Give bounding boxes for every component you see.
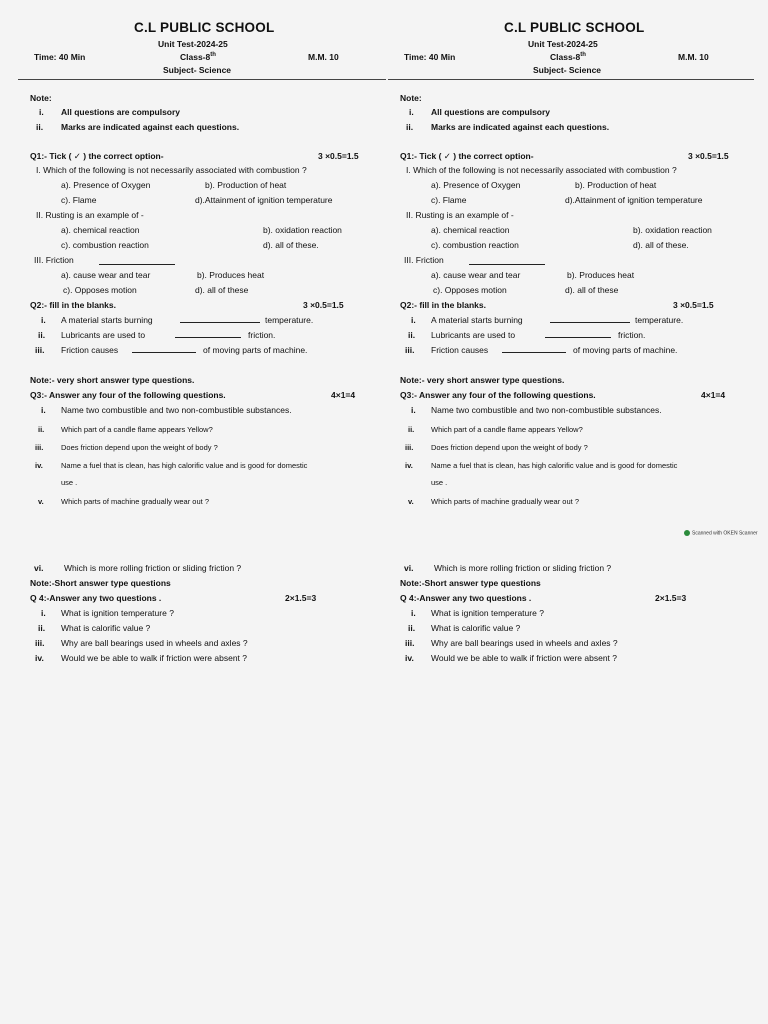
item-num: ii.: [408, 425, 415, 434]
time-label: Time: 40 Min: [404, 52, 456, 62]
subject-label: Subject- Science: [533, 65, 602, 75]
q4-marks: 2×1.5=3: [285, 593, 317, 603]
note-num: i.: [409, 107, 414, 117]
scanner-watermark: [684, 530, 758, 536]
q1-part3: III. Friction: [404, 255, 444, 265]
item-num: v.: [38, 497, 44, 506]
q3-item: Which parts of machine gradually wear out ?: [431, 497, 579, 506]
item-num: iv.: [405, 461, 413, 470]
q3-item: Name two combustible and two non-combustible substances.: [61, 405, 292, 415]
note-title: Note:: [30, 93, 52, 103]
option-c: c). Opposes motion: [433, 285, 507, 295]
q2-item: A material starts burning: [61, 315, 153, 325]
test-title: Unit Test-2024-25: [158, 39, 228, 49]
item-num: i.: [411, 405, 416, 415]
option-b: b). Produces heat: [567, 270, 635, 280]
q4-item: What is ignition temperature ?: [431, 608, 544, 618]
max-marks: M.M. 10: [308, 52, 339, 62]
q3-marks: 4×1=4: [701, 390, 726, 400]
item-num: v.: [408, 497, 414, 506]
item-num: i.: [41, 608, 46, 618]
q2-title: Q2:- fill in the blanks.: [30, 300, 116, 310]
note-num: ii.: [406, 122, 414, 132]
note-num: ii.: [36, 122, 44, 132]
q2-item-end: friction.: [248, 330, 276, 340]
q4-note: Note:-Short answer type questions: [30, 578, 171, 588]
q3-title: Q3:- Answer any four of the following questions.: [30, 390, 226, 400]
item-num: i.: [41, 315, 46, 325]
option-a: a). cause wear and tear: [431, 270, 521, 280]
option-a: a). Presence of Oxygen: [431, 180, 521, 190]
q3-item: Does friction depend upon the weight of body ?: [431, 443, 588, 452]
option-d: d).Attainment of ignition temperature: [565, 195, 703, 205]
option-d: d).Attainment of ignition temperature: [195, 195, 333, 205]
option-a: a). cause wear and tear: [61, 270, 151, 280]
item-num: ii.: [38, 330, 46, 340]
option-b: b). Production of heat: [575, 180, 657, 190]
option-d: d). all of these: [195, 285, 249, 295]
class-label: Class-8th: [180, 52, 216, 62]
q2-item-end: friction.: [618, 330, 646, 340]
q4-item: Would we be able to walk if friction were absent ?: [431, 653, 617, 663]
option-d: d). all of these.: [633, 240, 689, 250]
q4-note: Note:-Short answer type questions: [400, 578, 541, 588]
q2-marks: 3 ×0.5=1.5: [673, 300, 714, 310]
paper-copy-right: [370, 0, 754, 1024]
q4-title: Q 4:-Answer any two questions .: [30, 593, 162, 603]
q2-item: A material starts burning: [431, 315, 523, 325]
option-c: c). Opposes motion: [63, 285, 137, 295]
item-num: iii.: [405, 638, 415, 648]
option-a: a). chemical reaction: [431, 225, 510, 235]
item-num: iii.: [35, 638, 45, 648]
q3-item: Which parts of machine gradually wear out ?: [61, 497, 209, 506]
q3-item: Name a fuel that is clean, has high calorific value and is good for domestic: [431, 461, 678, 470]
q3-item: Which is more rolling friction or sliding friction ?: [434, 563, 612, 573]
q4-item: Would we be able to walk if friction were absent ?: [61, 653, 247, 663]
answer-blank: [175, 337, 241, 338]
scanner-logo-icon: [684, 530, 690, 536]
q3-item: Name a fuel that is clean, has high calorific value and is good for domestic: [61, 461, 308, 470]
item-num: iv.: [35, 461, 43, 470]
q2-item: Lubricants are used to: [61, 330, 146, 340]
q1-marks: 3 ×0.5=1.5: [688, 151, 729, 161]
item-num: iii.: [35, 345, 45, 355]
note-text: All questions are compulsory: [61, 107, 181, 117]
item-num: iii.: [405, 443, 414, 452]
q1-title: Q1:- Tick ( ✓ ) the correct option-: [30, 151, 164, 161]
option-b: b). Produces heat: [197, 270, 265, 280]
q3-title: Q3:- Answer any four of the following questions.: [400, 390, 596, 400]
q3-note: Note:- very short answer type questions.: [400, 375, 565, 385]
q3-item: Which is more rolling friction or sliding friction ?: [64, 563, 242, 573]
q2-item-end: of moving parts of machine.: [573, 345, 678, 355]
item-num: ii.: [408, 330, 416, 340]
school-name: C.L PUBLIC SCHOOL: [134, 20, 275, 35]
item-num: iii.: [35, 443, 44, 452]
item-num: ii.: [408, 623, 416, 633]
item-num: ii.: [38, 425, 45, 434]
q2-item: Lubricants are used to: [431, 330, 516, 340]
option-a: a). Presence of Oxygen: [61, 180, 151, 190]
q4-item: What is calorific value ?: [431, 623, 521, 633]
item-num: ii.: [38, 623, 46, 633]
school-name: C.L PUBLIC SCHOOL: [504, 20, 645, 35]
test-title: Unit Test-2024-25: [528, 39, 598, 49]
q1-title: Q1:- Tick ( ✓ ) the correct option-: [400, 151, 534, 161]
option-b: b). oxidation reaction: [263, 225, 342, 235]
item-num: i.: [411, 608, 416, 618]
q4-item: Why are ball bearings used in wheels and axles ?: [431, 638, 618, 648]
q3-item: Name two combustible and two non-combustible substances.: [431, 405, 662, 415]
answer-blank: [469, 264, 545, 265]
option-d: d). all of these.: [263, 240, 319, 250]
note-text: All questions are compulsory: [431, 107, 551, 117]
q2-marks: 3 ×0.5=1.5: [303, 300, 344, 310]
q3-marks: 4×1=4: [331, 390, 356, 400]
option-b: b). Production of heat: [205, 180, 287, 190]
q1-part2: II. Rusting is an example of -: [406, 210, 514, 220]
item-num: iv.: [35, 653, 44, 663]
subject-label: Subject- Science: [163, 65, 232, 75]
item-num: vi.: [404, 563, 414, 573]
class-label: Class-8th: [550, 52, 586, 62]
answer-blank: [502, 352, 566, 353]
note-text: Marks are indicated against each questions.: [431, 122, 610, 132]
answer-blank: [180, 322, 260, 323]
header-rule: [18, 79, 386, 80]
q2-title: Q2:- fill in the blanks.: [400, 300, 486, 310]
q1-part3: III. Friction: [34, 255, 74, 265]
option-c: c). combustion reaction: [61, 240, 149, 250]
q3-item: Which part of a candle flame appears Yellow?: [431, 425, 583, 434]
option-c: c). Flame: [61, 195, 97, 205]
q4-item: What is ignition temperature ?: [61, 608, 174, 618]
q4-marks: 2×1.5=3: [655, 593, 687, 603]
q2-item: Friction causes: [61, 345, 119, 355]
q4-title: Q 4:-Answer any two questions .: [400, 593, 532, 603]
q4-item: Why are ball bearings used in wheels and axles ?: [61, 638, 248, 648]
q2-item-end: temperature.: [265, 315, 314, 325]
q3-item-cont: use .: [431, 478, 448, 487]
item-num: i.: [41, 405, 46, 415]
option-a: a). chemical reaction: [61, 225, 140, 235]
header-rule: [388, 79, 754, 80]
q1-marks: 3 ×0.5=1.5: [318, 151, 359, 161]
q1-part1: I. Which of the following is not necessarily associated with combustion ?: [406, 165, 677, 175]
note-text: Marks are indicated against each questions.: [61, 122, 240, 132]
q3-note: Note:- very short answer type questions.: [30, 375, 195, 385]
q1-part2: II. Rusting is an example of -: [36, 210, 144, 220]
q1-part1: I. Which of the following is not necessarily associated with combustion ?: [36, 165, 307, 175]
q2-item: Friction causes: [431, 345, 489, 355]
note-title: Note:: [400, 93, 422, 103]
answer-blank: [550, 322, 630, 323]
q2-item-end: temperature.: [635, 315, 684, 325]
option-c: c). combustion reaction: [431, 240, 519, 250]
item-num: i.: [411, 315, 416, 325]
answer-blank: [132, 352, 196, 353]
option-c: c). Flame: [431, 195, 467, 205]
answer-blank: [545, 337, 611, 338]
q4-item: What is calorific value ?: [61, 623, 151, 633]
item-num: vi.: [34, 563, 44, 573]
q2-item-end: of moving parts of machine.: [203, 345, 308, 355]
q3-item-cont: use .: [61, 478, 78, 487]
option-b: b). oxidation reaction: [633, 225, 712, 235]
q3-item: Does friction depend upon the weight of body ?: [61, 443, 218, 452]
time-label: Time: 40 Min: [34, 52, 86, 62]
item-num: iii.: [405, 345, 415, 355]
answer-blank: [99, 264, 175, 265]
scanner-text: Scanned with OKEN Scanner: [692, 530, 758, 537]
max-marks: M.M. 10: [678, 52, 709, 62]
option-d: d). all of these: [565, 285, 619, 295]
note-num: i.: [39, 107, 44, 117]
item-num: iv.: [405, 653, 414, 663]
q3-item: Which part of a candle flame appears Yellow?: [61, 425, 213, 434]
